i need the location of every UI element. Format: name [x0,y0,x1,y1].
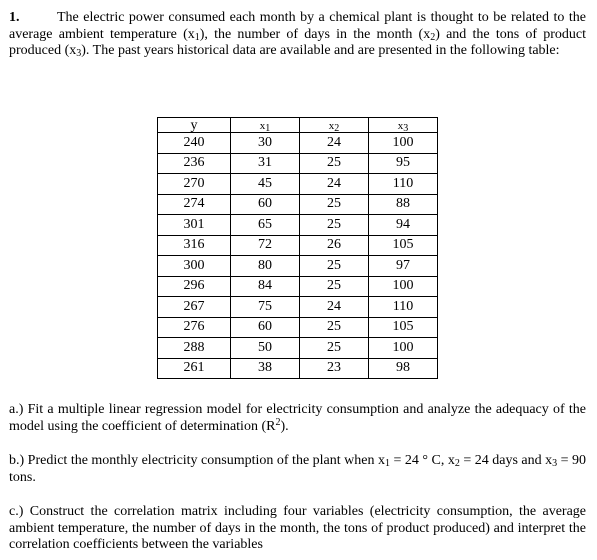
cell-x2: 24 [300,133,369,154]
intro-text-4: ). The past years historical data are available and are presented in the following table: [81,43,560,58]
cell-y: 296 [158,276,231,297]
table-row [158,256,438,277]
question-a [9,402,586,435]
cell-x2: 25 [300,317,369,338]
cell-y: 288 [158,338,231,359]
cell-x1: 60 [231,194,300,215]
cell-x2: 25 [300,338,369,359]
cell-x2: 26 [300,235,369,256]
intro-sub-2: 2 [430,31,436,43]
cell-x2: 23 [300,358,369,379]
question-b-sub-2: 2 [454,458,460,469]
cell-y: 267 [158,297,231,318]
question-b-text-4: = 90 tons. [9,453,587,485]
intro-sub-3: 3 [76,48,82,59]
cell-x2: 25 [300,276,369,297]
table-row [158,235,438,256]
cell-y: 300 [158,256,231,277]
cell-x2: 25 [300,153,369,174]
cell-y: 240 [158,133,231,154]
question-b-text-1: b.) Predict the monthly electricity consumption of the plant when x [9,453,385,468]
cell-x3: 110 [369,297,438,318]
table-row [158,215,438,236]
header-x3: $x_3$ [369,118,438,133]
table-row [158,338,438,359]
intro-text-1: The electric power consumed each month by a chemical plant is thought to be related to the average ambient temperature (x [9,10,586,42]
table-row [158,297,438,318]
table-row [158,194,438,215]
cell-y: 274 [158,194,231,215]
cell-x3: 94 [369,215,438,236]
cell-y: 301 [158,215,231,236]
question-a-text-1: a.) Fit a multiple linear regression model for electricity consumption and analyze the adequacy of the model using the coefficient of determination (R [9,402,586,434]
cell-x2: 25 [300,256,369,277]
question-b-sub-1: 1 [384,458,390,469]
cell-x2: 25 [300,194,369,215]
header-x1: $x_1$ [231,118,300,133]
cell-x3: 105 [369,235,438,256]
question-b-text-3: = 24 days and x [459,453,553,468]
cell-x1: 72 [231,235,300,256]
cell-y: 261 [158,358,231,379]
cell-x1: 84 [231,276,300,297]
question-c [9,504,586,554]
cell-y: 316 [158,235,231,256]
question-a-sup: 2 [275,416,281,428]
cell-x1: 38 [231,358,300,379]
cell-x1: 31 [231,153,300,174]
question-b-sub-3: 3 [552,458,558,469]
cell-x1: 80 [231,256,300,277]
intro-sub-1: 1 [194,31,200,43]
header-x2: $x_2$ [300,118,369,133]
cell-x2: 24 [300,174,369,195]
cell-y: 276 [158,317,231,338]
cell-y: 270 [158,174,231,195]
problem-number: 1. [9,10,20,25]
table-row [158,174,438,195]
cell-x3: 88 [369,194,438,215]
cell-x1: 60 [231,317,300,338]
table-row [158,276,438,297]
cell-x1: 30 [231,133,300,154]
cell-x1: 45 [231,174,300,195]
cell-x3: 100 [369,276,438,297]
intro-text-2: ), the number of days in the month (x [199,26,431,42]
cell-x1: 50 [231,338,300,359]
cell-y: 236 [158,153,231,174]
table-row [158,358,438,379]
cell-x3: 105 [369,317,438,338]
table-row [158,317,438,338]
question-b-text-2: = 24 ° C, x [389,453,455,468]
question-b [9,453,586,486]
table-row [158,133,438,154]
cell-x3: 100 [369,338,438,359]
cell-x3: 97 [369,256,438,277]
cell-x3: 98 [369,358,438,379]
header-y: y [158,118,231,133]
problem-intro [9,10,586,60]
cell-x3: 110 [369,174,438,195]
intro-text-3: ) and the tons of product produced (x [9,26,587,58]
cell-x1: 65 [231,215,300,236]
cell-x3: 100 [369,133,438,154]
cell-x2: 24 [300,297,369,318]
cell-x3: 95 [369,153,438,174]
cell-x1: 75 [231,297,300,318]
cell-x2: 25 [300,215,369,236]
question-a-text-2: ). [280,418,289,434]
table-row [158,153,438,174]
data-table [157,117,438,379]
table-header-row [158,118,438,133]
question-c-text: c.) Construct the correlation matrix including four variables (electricity consumption, the average ambient temperature, the number of days in the month, the tons of product produced) and interpret the correlation coefficients between the variables [9,504,586,552]
